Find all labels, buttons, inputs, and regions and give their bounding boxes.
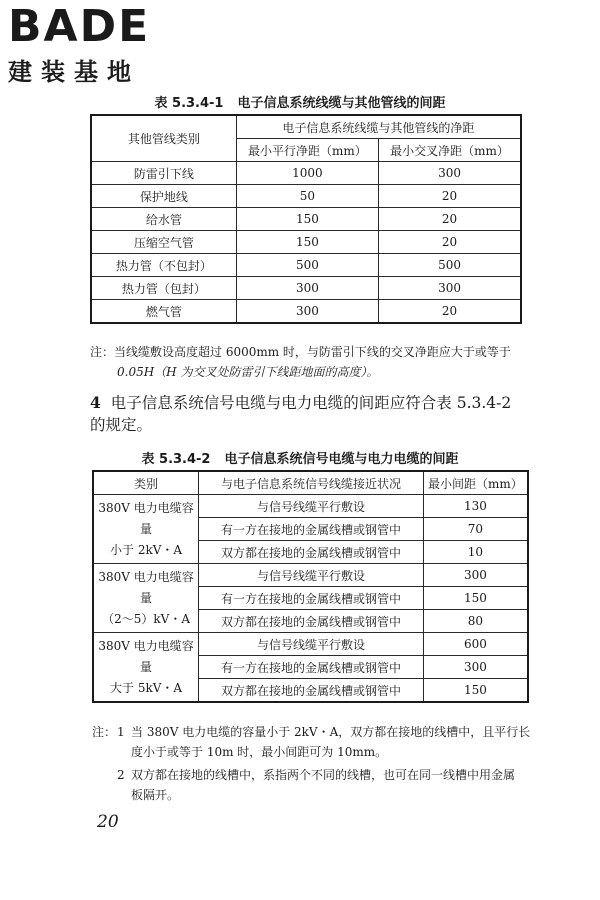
table-row — [91, 185, 521, 208]
category-line: 380V 电力电缆容量 — [98, 500, 194, 536]
cell-distance: 600 — [423, 633, 528, 656]
table1-caption — [0, 92, 600, 111]
cell-distance: 300 — [423, 656, 528, 679]
cell-distance: 150 — [423, 587, 528, 610]
table2 — [92, 470, 529, 703]
cell-condition: 与信号线缆平行敷设 — [199, 495, 424, 518]
cell-name: 防雷引下线 — [91, 162, 236, 185]
cell-distance: 300 — [423, 564, 528, 587]
table2-title: 电子信息系统信号电缆与电力电缆的间距 — [224, 452, 459, 467]
category-cell — [93, 495, 199, 564]
table1-note-line1: 注：当线缆敷设高度超过 6000mm 时，与防雷引下线的交叉净距应大于或等于 — [90, 345, 511, 359]
category-line: 380V 电力电缆容量 — [98, 569, 194, 605]
table-row — [91, 300, 521, 324]
cell-cross: 20 — [379, 185, 521, 208]
paragraph-number: 4 — [90, 393, 101, 412]
logo-text: BADE — [8, 1, 151, 52]
table2-header-distance: 最小间距（mm） — [423, 471, 528, 495]
table2-note2-number: 2 — [117, 768, 125, 782]
cell-condition: 双方都在接地的金属线槽或钢管中 — [199, 610, 424, 633]
table1-number: 表 5.3.4-1 — [154, 96, 224, 111]
category-cell — [93, 633, 199, 703]
cell-parallel: 50 — [236, 185, 378, 208]
category-line: （2～5）kV・A — [102, 611, 190, 626]
table2-number: 表 5.3.4-2 — [141, 452, 211, 467]
cell-name: 给水管 — [91, 208, 236, 231]
cell-parallel: 1000 — [236, 162, 378, 185]
category-line: 小于 2kV・A — [110, 542, 183, 557]
table-row — [91, 254, 521, 277]
cell-condition: 与信号线缆平行敷设 — [199, 633, 424, 656]
logo-subtitle: 建装基地 — [8, 58, 140, 86]
cell-cross: 300 — [379, 277, 521, 300]
category-line: 380V 电力电缆容量 — [98, 638, 194, 674]
table-row — [93, 564, 528, 587]
table-row — [91, 208, 521, 231]
cell-name: 燃气管 — [91, 300, 236, 324]
cell-cross: 20 — [379, 300, 521, 324]
cell-name: 热力管（不包封） — [91, 254, 236, 277]
table1-header-cross: 最小交叉净距（mm） — [379, 139, 521, 162]
cell-condition: 与信号线缆平行敷设 — [199, 564, 424, 587]
category-line: 大于 5kV・A — [110, 680, 183, 695]
table-row — [93, 495, 528, 518]
cell-distance: 70 — [423, 518, 528, 541]
table-row — [93, 633, 528, 656]
cell-distance: 80 — [423, 610, 528, 633]
cell-condition: 有一方在接地的金属线槽或钢管中 — [199, 587, 424, 610]
table2-header-category: 类别 — [93, 471, 199, 495]
cell-cross: 300 — [379, 162, 521, 185]
cell-condition: 有一方在接地的金属线槽或钢管中 — [199, 656, 424, 679]
cell-parallel: 300 — [236, 300, 378, 324]
table2-caption — [0, 448, 600, 467]
cell-condition: 有一方在接地的金属线槽或钢管中 — [199, 518, 424, 541]
cell-condition: 双方都在接地的金属线槽或钢管中 — [199, 679, 424, 703]
cell-parallel: 300 — [236, 277, 378, 300]
table1-header-group: 电子信息系统线缆与其他管线的净距 — [236, 115, 521, 139]
cell-name: 热力管（包封） — [91, 277, 236, 300]
cell-distance: 150 — [423, 679, 528, 703]
table-row — [91, 231, 521, 254]
table-row — [91, 162, 521, 185]
table2-note2-line2: 板隔开。 — [131, 788, 180, 802]
paragraph-text: 电子信息系统信号电缆与电力电缆的间距应符合表 5.3.4-2 的规定。 — [90, 394, 512, 434]
cell-parallel: 500 — [236, 254, 378, 277]
cell-parallel: 150 — [236, 208, 378, 231]
table2-note2-line1: 双方都在接地的线槽中，系指两个不同的线槽，也可在同一线槽中用金属 — [131, 768, 516, 782]
table1-note-line2: 0.05H（H 为交叉处防雷引下线距地面的高度）。 — [117, 365, 379, 379]
table1-header-parallel: 最小平行净距（mm） — [236, 139, 378, 162]
table1-header-category: 其他管线类别 — [91, 115, 236, 162]
cell-distance: 10 — [423, 541, 528, 564]
table-row — [91, 277, 521, 300]
cell-condition: 双方都在接地的金属线槽或钢管中 — [199, 541, 424, 564]
cell-name: 保护地线 — [91, 185, 236, 208]
cell-cross: 20 — [379, 231, 521, 254]
cell-distance: 130 — [423, 495, 528, 518]
body-paragraph — [90, 392, 530, 436]
table2-note-prefix: 注： — [92, 725, 117, 739]
brand-logo — [8, 1, 178, 87]
category-cell — [93, 564, 199, 633]
cell-cross: 500 — [379, 254, 521, 277]
table1 — [90, 114, 522, 324]
cell-cross: 20 — [379, 208, 521, 231]
table1-title: 电子信息系统线缆与其他管线的间距 — [237, 96, 446, 111]
page-number: 20 — [97, 812, 119, 832]
table2-note1-line1: 当 380V 电力电缆的容量小于 2kV・A，双方都在接地的线槽中，且平行长 — [131, 725, 531, 739]
table2-note1-line2: 度小于或等于 10m 时，最小间距可为 10mm。 — [131, 745, 388, 759]
table2-header-condition: 与电子信息系统信号线缆接近状况 — [199, 471, 424, 495]
table2-note1-number: 1 — [117, 725, 125, 739]
cell-parallel: 150 — [236, 231, 378, 254]
cell-name: 压缩空气管 — [91, 231, 236, 254]
